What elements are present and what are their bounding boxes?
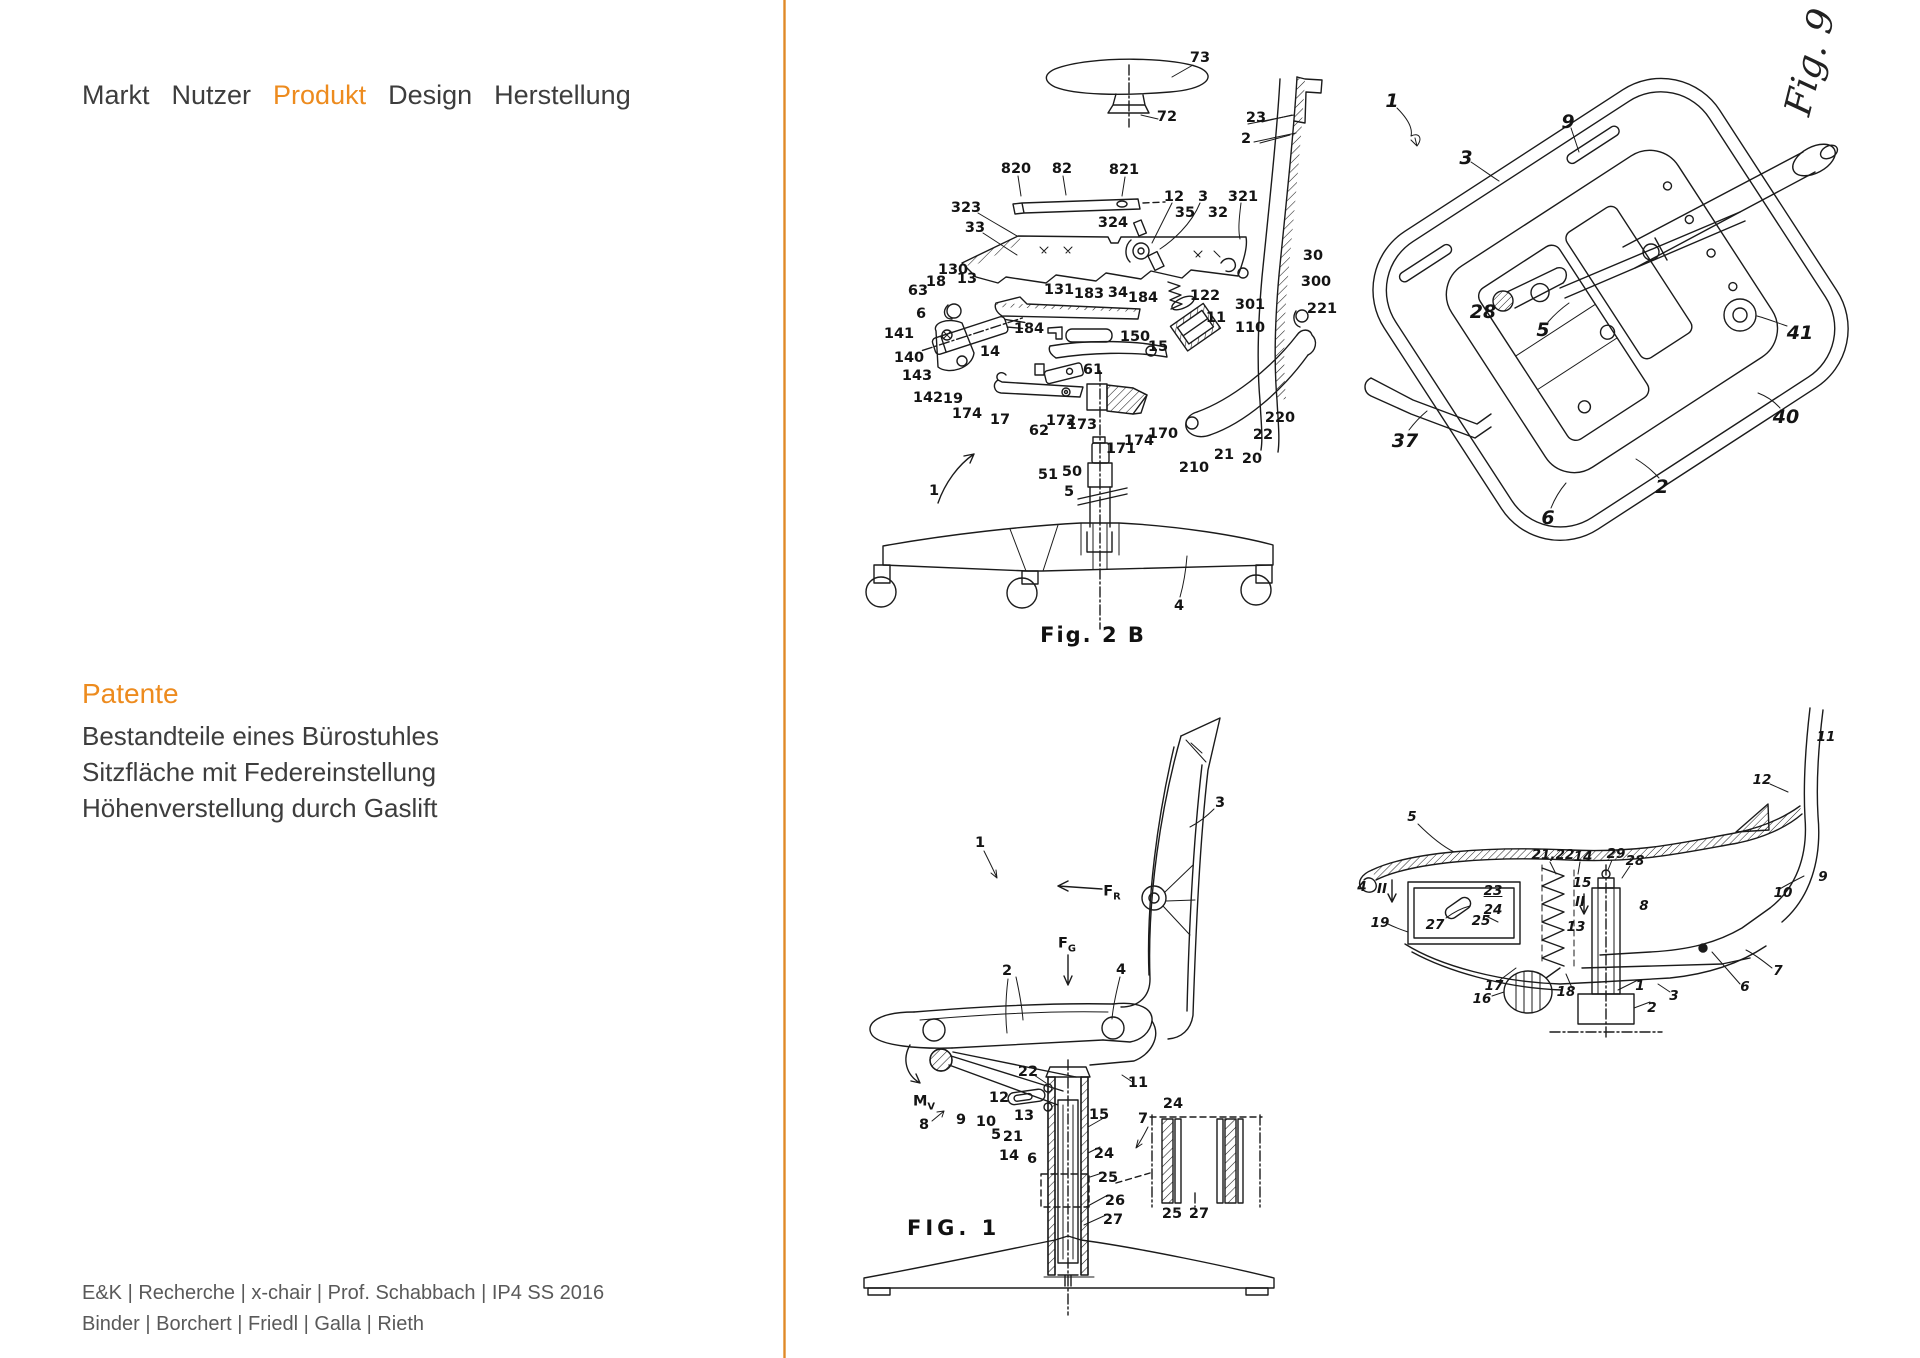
part-label-12: 12	[988, 1090, 1010, 1106]
part-label-23: 23	[1245, 110, 1267, 126]
part-label-61: 61	[1082, 362, 1104, 378]
part-label-321: 321	[1227, 189, 1259, 205]
part-label-1: 1	[928, 483, 940, 499]
part-label-27: 27	[1425, 917, 1445, 933]
figure-exploded-chair	[850, 35, 1340, 675]
part-label-323: 323	[950, 200, 982, 216]
part-label-6: 6	[1541, 507, 1555, 529]
part-label-5: 5	[1063, 484, 1075, 500]
part-label-33: 33	[964, 220, 986, 236]
part-label-4: 4	[1173, 598, 1185, 614]
part-label-820: 820	[1000, 161, 1032, 177]
part-label-122: 122	[1189, 288, 1221, 304]
part-label-141: 141	[883, 326, 915, 342]
part-label-12: 12	[1752, 772, 1772, 788]
part-label-172: 172	[1045, 413, 1077, 429]
part-label-15: 15	[1572, 875, 1592, 891]
part-label-821: 821	[1108, 162, 1140, 178]
part-label-10: 10	[1773, 885, 1793, 901]
part-label-9: 9	[955, 1112, 967, 1128]
part-label-16: 16	[1472, 991, 1492, 1007]
part-label-170: 170	[1147, 426, 1179, 442]
part-label-11: 11	[1816, 729, 1836, 745]
part-label-110: 110	[1234, 320, 1266, 336]
part-label-10: 10	[975, 1114, 997, 1130]
part-label-82: 82	[1051, 161, 1073, 177]
part-label-6: 6	[915, 306, 927, 322]
part-label-II: II	[1376, 881, 1388, 897]
part-label-131: 131	[1043, 282, 1075, 298]
part-label-73: 73	[1189, 50, 1211, 66]
part-label-301: 301	[1234, 297, 1266, 313]
part-label-17: 17	[989, 412, 1011, 428]
fig1-drawing	[850, 715, 1320, 1358]
part-label-24: 24	[1093, 1146, 1115, 1162]
part-label-MV: $M_V$	[912, 1093, 936, 1113]
figure-chair-side-view	[850, 715, 1320, 1358]
part-label-14: 14	[1573, 849, 1593, 865]
part-label-174: 174	[1123, 433, 1155, 449]
figure-seat-cross-section	[1350, 700, 1920, 1120]
part-label-27: 27	[1188, 1206, 1210, 1222]
part-label-9: 9	[1818, 869, 1828, 885]
divider-line	[783, 0, 786, 1358]
patente-lines	[82, 718, 439, 826]
part-label-21: 21	[1002, 1129, 1024, 1145]
part-label-143: 143	[901, 368, 933, 384]
part-label-3: 3	[1669, 988, 1679, 1004]
part-label-173: 173	[1066, 417, 1098, 433]
figx-drawing	[1350, 700, 1920, 1120]
slide-footer	[82, 1278, 604, 1340]
part-label-30: 30	[1302, 248, 1324, 264]
part-label-2: 2	[1240, 131, 1252, 147]
part-label-221: 221	[1306, 301, 1338, 317]
part-label-41: 41	[1786, 322, 1814, 344]
nav-item-markt[interactable]: Markt	[82, 80, 150, 110]
part-label-1: 1	[974, 835, 986, 851]
part-label-171: 171	[1105, 441, 1137, 457]
part-label-13: 13	[1013, 1108, 1035, 1124]
part-label-184: 184	[1127, 290, 1159, 306]
part-label-5: 5	[990, 1127, 1002, 1143]
part-label-4: 4	[1357, 879, 1367, 895]
part-label-28: 28	[1625, 853, 1645, 869]
part-label-50: 50	[1061, 464, 1083, 480]
part-label-8: 8	[1639, 898, 1649, 914]
patente-line: Bestandteile eines Bürostuhles	[82, 721, 440, 751]
part-label-9: 9	[1561, 111, 1575, 133]
part-label-3: 3	[1459, 147, 1473, 169]
part-label-19: 19	[1370, 915, 1390, 931]
part-label-63: 63	[907, 283, 929, 299]
part-label-29: 29	[1606, 846, 1626, 862]
part-label-5: 5	[1536, 319, 1550, 341]
fig2b-caption: Fig. 2 B	[1040, 623, 1146, 647]
part-label-2122: 21,22	[1531, 847, 1575, 863]
part-label-142: 142	[912, 390, 944, 406]
part-label-1: 1	[1635, 978, 1645, 994]
part-label-28: 28	[1469, 301, 1497, 323]
part-label-13: 13	[956, 271, 978, 287]
part-label-1: 1	[1385, 90, 1399, 112]
part-label-23: 23	[1483, 883, 1503, 899]
part-label-17: 17	[1484, 978, 1504, 994]
part-label-37: 37	[1391, 430, 1419, 452]
part-label-140: 140	[893, 350, 925, 366]
part-label-174: 174	[951, 406, 983, 422]
part-label-15: 15	[1088, 1107, 1110, 1123]
fig9-drawing	[1355, 0, 1920, 665]
part-label-6: 6	[1026, 1151, 1038, 1167]
part-label-324: 324	[1097, 215, 1129, 231]
patente-section	[82, 678, 439, 826]
part-label-25: 25	[1161, 1206, 1183, 1222]
patente-title: Patente	[82, 678, 179, 709]
part-label-51: 51	[1037, 467, 1059, 483]
part-label-15: 15	[1147, 339, 1169, 355]
part-label-210: 210	[1178, 460, 1210, 476]
part-label-32: 32	[1207, 205, 1229, 221]
part-label-22: 22	[1252, 427, 1274, 443]
part-label-6: 6	[1740, 979, 1750, 995]
part-label-35: 35	[1174, 205, 1196, 221]
footer-line1: E&K | Recherche | x-chair | Prof. Schabbach | IP4 SS 2016	[82, 1282, 605, 1304]
part-label-130: 130	[937, 262, 969, 278]
part-label-7: 7	[1137, 1111, 1149, 1127]
part-label-183: 183	[1073, 286, 1105, 302]
part-label-25: 25	[1097, 1170, 1119, 1186]
part-label-7: 7	[1773, 963, 1783, 979]
nav-item-produkt[interactable]: Produkt	[273, 80, 367, 110]
part-label-62: 62	[1028, 423, 1050, 439]
part-label-27: 27	[1102, 1212, 1124, 1228]
part-label-12: 12	[1163, 189, 1185, 205]
part-label-3: 3	[1214, 795, 1226, 811]
part-label-5: 5	[1407, 809, 1417, 825]
part-label-FR: $F_R$	[1103, 883, 1121, 903]
part-label-2: 2	[1001, 963, 1013, 979]
part-label-150: 150	[1119, 329, 1151, 345]
part-label-2: 2	[1655, 476, 1669, 498]
patente-line: Höhenverstellung durch Gaslift	[82, 793, 438, 823]
part-label-FG: $F_G$	[1058, 935, 1076, 955]
part-label-26: 26	[1104, 1193, 1126, 1209]
part-label-8: 8	[918, 1117, 930, 1133]
part-label-3: 3	[1197, 189, 1209, 205]
fig1-caption: FIG. 1	[907, 1216, 1001, 1240]
part-label-II: II	[1574, 894, 1586, 910]
part-label-18: 18	[1556, 984, 1576, 1000]
patente-line: Sitzfläche mit Federeinstellung	[82, 757, 437, 787]
part-label-13: 13	[1566, 919, 1586, 935]
part-label-20: 20	[1241, 451, 1263, 467]
part-label-24: 24	[1483, 902, 1503, 918]
part-label-22: 22	[1017, 1064, 1039, 1080]
part-label-184: 184	[1013, 321, 1045, 337]
figure-chair-underside	[1355, 0, 1920, 665]
part-label-14: 14	[998, 1148, 1020, 1164]
part-label-21: 21	[1213, 447, 1235, 463]
nav-item-design[interactable]: Design	[388, 80, 473, 110]
part-label-11: 11	[1205, 310, 1227, 326]
part-label-19: 19	[942, 391, 964, 407]
fig9-caption: Fig. 9	[1776, 4, 1844, 120]
nav-item-herstellung[interactable]: Herstellung	[494, 80, 631, 110]
part-label-34: 34	[1107, 285, 1129, 301]
part-label-14: 14	[979, 344, 1001, 360]
part-label-300: 300	[1300, 274, 1332, 290]
part-label-72: 72	[1156, 109, 1178, 125]
part-label-18: 18	[925, 274, 947, 290]
nav-item-nutzer[interactable]: Nutzer	[171, 80, 252, 110]
part-label-25: 25	[1471, 913, 1491, 929]
footer-line2: Binder | Borchert | Friedl | Galla | Rieth	[82, 1313, 425, 1335]
part-label-4: 4	[1115, 962, 1127, 978]
part-label-2: 2	[1647, 1000, 1657, 1016]
part-label-11: 11	[1127, 1075, 1149, 1091]
part-label-220: 220	[1264, 410, 1296, 426]
part-label-40: 40	[1772, 406, 1800, 428]
part-label-24: 24	[1162, 1096, 1184, 1112]
top-nav	[82, 80, 631, 111]
